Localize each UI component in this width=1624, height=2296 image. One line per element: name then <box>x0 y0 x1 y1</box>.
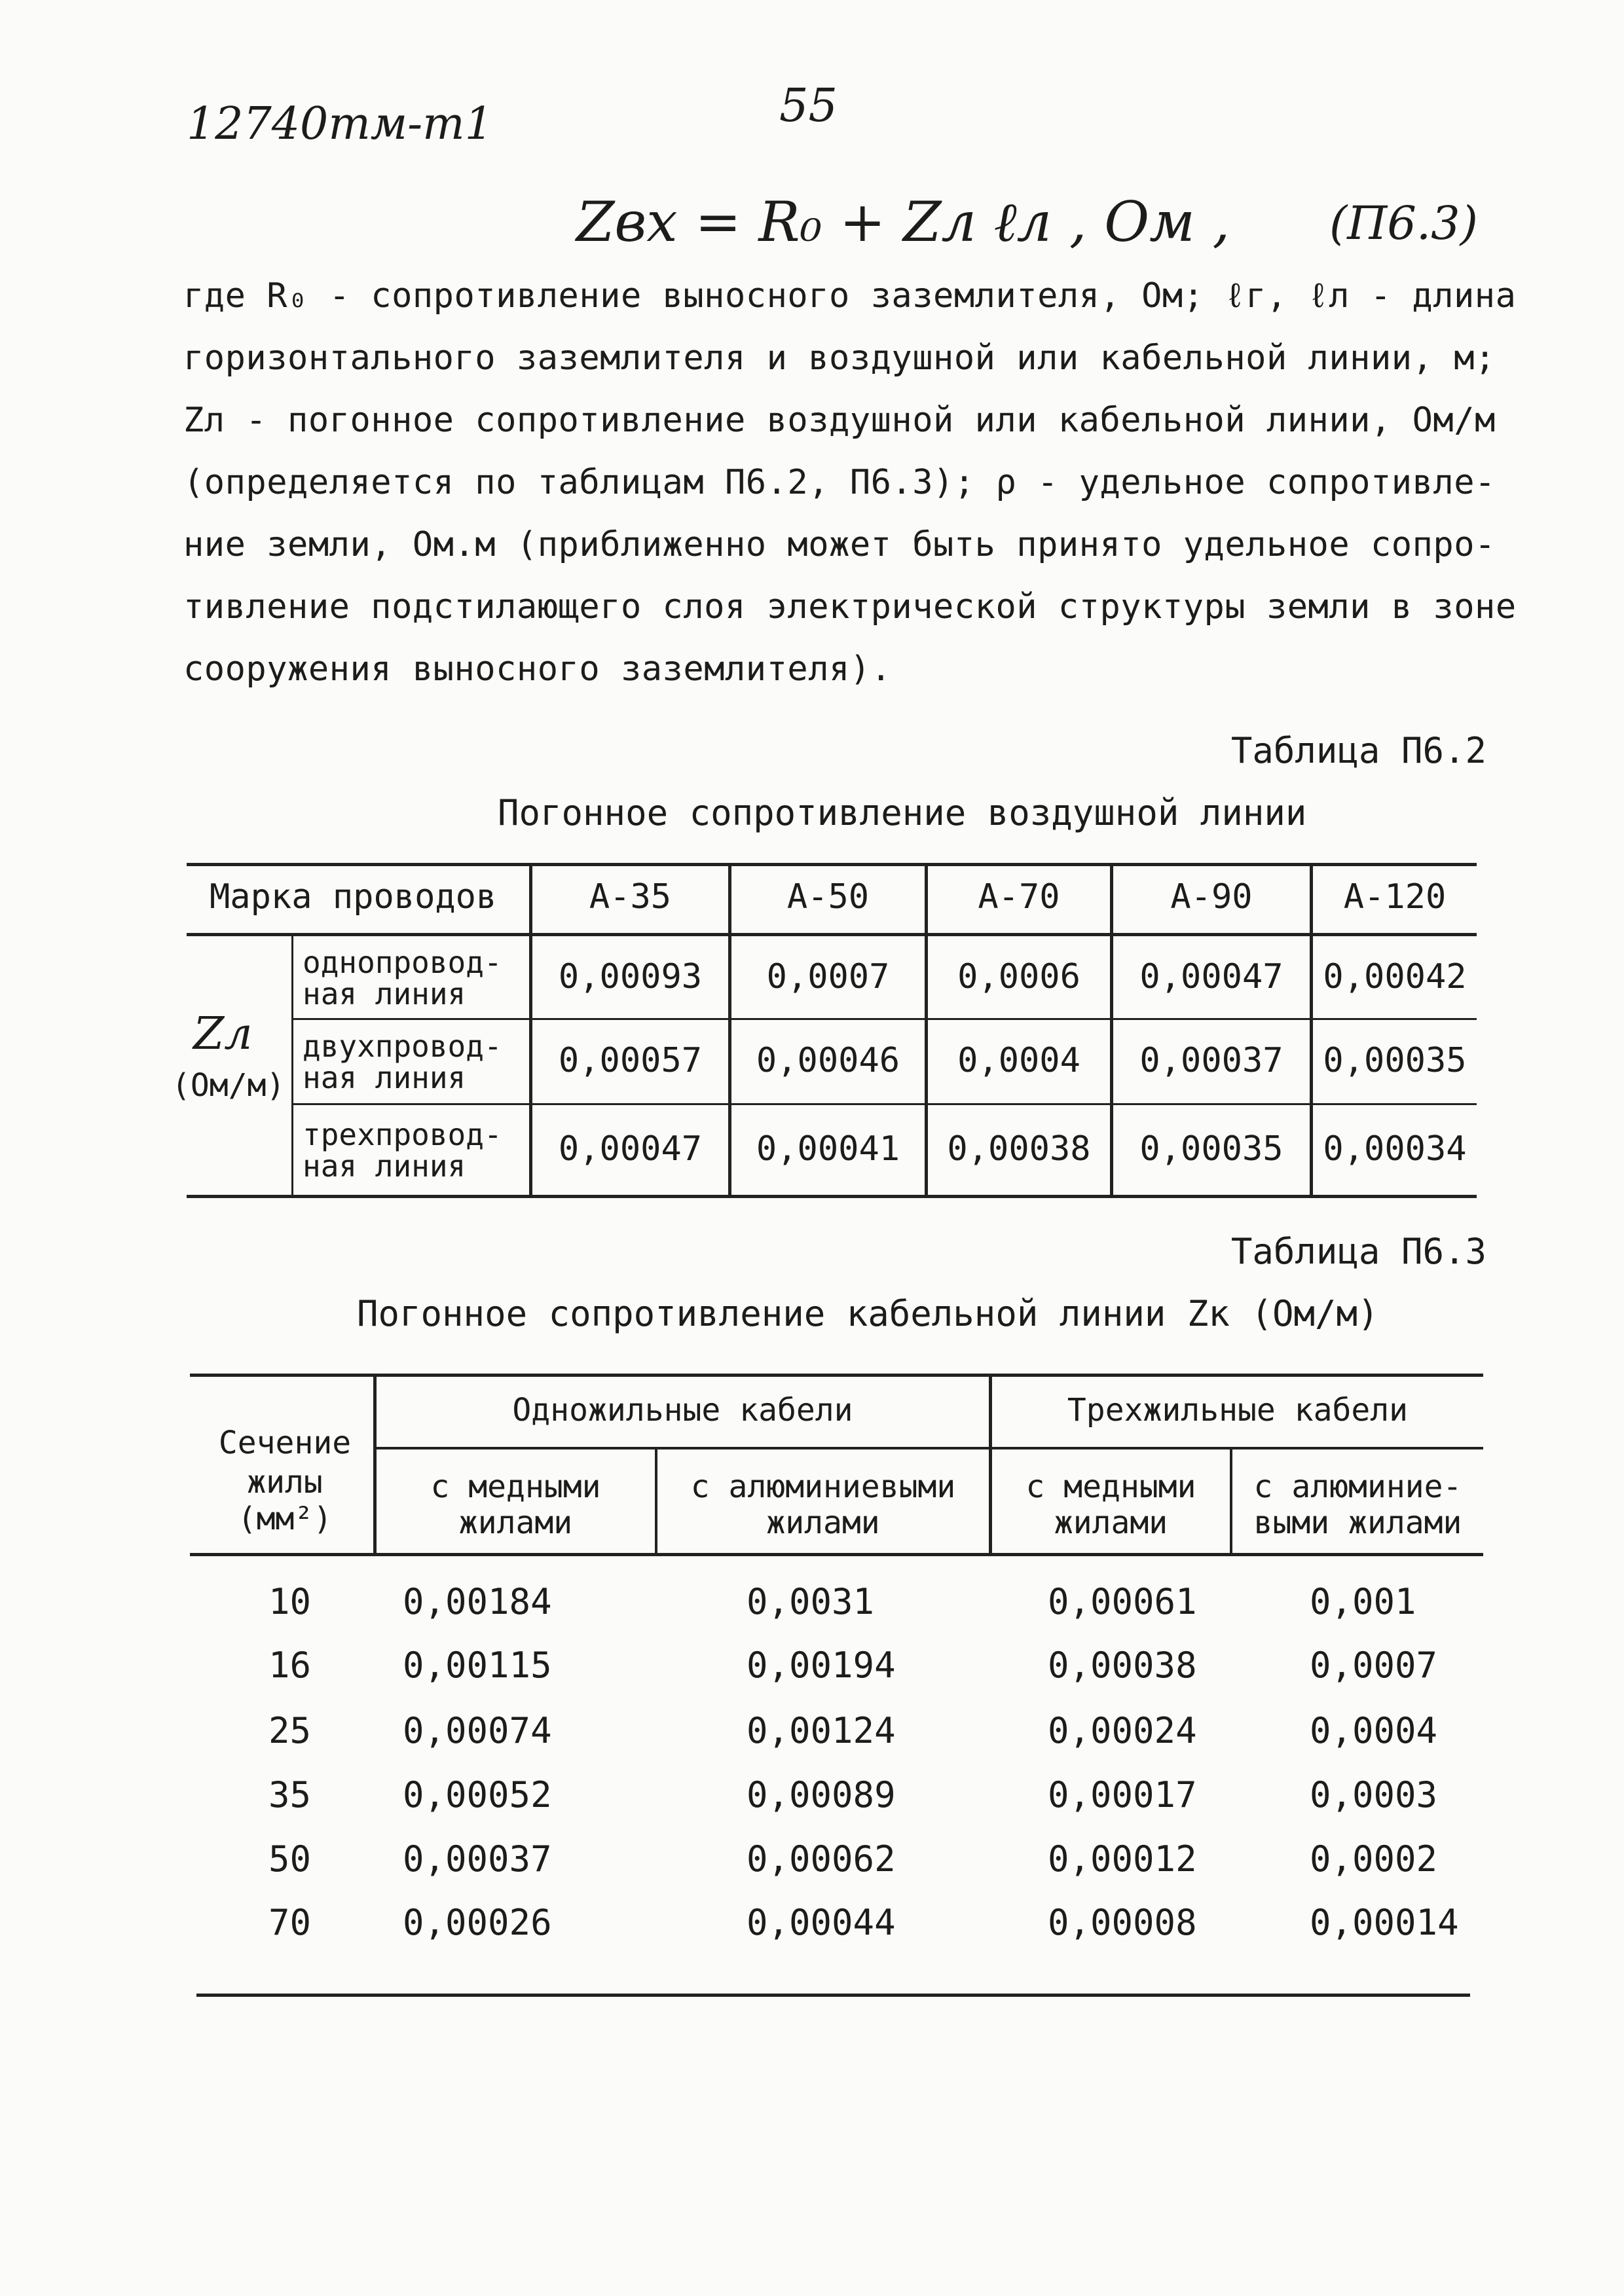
table2-cell: 0,00035 <box>1323 1041 1467 1080</box>
table2-cell: 0,00037 <box>1139 1041 1283 1080</box>
paragraph-line: Zл - погонное сопротивление воздушной или кабельной линии, Ом/м <box>183 401 1496 440</box>
table3-section-header: жилы <box>247 1464 323 1501</box>
paragraph-line: сооружения выносного заземлителя). <box>183 649 892 689</box>
table3-title: Погонное сопротивление кабельной линии Zк (Ом/м) <box>357 1293 1379 1334</box>
table3-section: 70 <box>268 1902 312 1943</box>
table3-cell: 0,00026 <box>403 1902 552 1943</box>
table2-cell: 0,00041 <box>756 1129 900 1169</box>
table3-rule-top <box>190 1374 1483 1377</box>
table2-row-label: ная линия <box>303 1148 466 1184</box>
formula-number: (П6.3) <box>1329 196 1478 250</box>
table3-section: 25 <box>268 1710 312 1751</box>
table3-cell: 0,00017 <box>1048 1774 1197 1815</box>
paragraph-line: горизонтального заземлителя и воздушной или кабельной линии, м; <box>183 338 1496 378</box>
table3-cell: 0,00184 <box>403 1581 552 1622</box>
table3-cell: 0,0002 <box>1310 1838 1438 1880</box>
table3-rule-header <box>190 1553 1483 1556</box>
table2-col-header: А-50 <box>786 877 870 917</box>
table3-cell: 0,00014 <box>1310 1902 1459 1943</box>
table3-sub-header: выми жилами <box>1253 1504 1462 1541</box>
table3-section-header: Сечение <box>218 1425 352 1461</box>
table3-sub-header: жилами <box>1054 1504 1168 1541</box>
table3-cell: 0,0004 <box>1310 1710 1438 1751</box>
paragraph-line: тивление подстилающего слоя электрической структуры земли в зоне <box>183 587 1517 627</box>
table3-cell: 0,00061 <box>1048 1581 1197 1622</box>
table2-cell: 0,00093 <box>558 957 703 996</box>
table3-cell: 0,00115 <box>403 1645 552 1686</box>
table3-section: 35 <box>268 1774 312 1815</box>
table2-cell: 0,00038 <box>947 1129 1091 1169</box>
table3-section-header: (мм²) <box>237 1501 333 1537</box>
table2-col-header: А-35 <box>589 877 672 917</box>
table2-row-label: ная линия <box>303 976 466 1011</box>
table2-rule-header <box>187 933 1477 936</box>
table2-col-header: А-90 <box>1170 877 1253 917</box>
table3-sub-header: с медными <box>1025 1468 1196 1505</box>
table2-vrule <box>291 936 293 1195</box>
table3-cell: 0,0007 <box>1310 1645 1438 1686</box>
table3-cell: 0,00089 <box>747 1774 896 1815</box>
table3-section: 50 <box>268 1838 312 1880</box>
table3-cell: 0,00008 <box>1048 1902 1197 1943</box>
table3-cell: 0,00012 <box>1048 1838 1197 1880</box>
page-number: 55 <box>779 79 838 132</box>
table3-sub-header: жилами <box>766 1504 880 1541</box>
table3-cell: 0,00024 <box>1048 1710 1197 1751</box>
table2-cell: 0,00047 <box>558 1129 703 1169</box>
table3-cell: 0,00124 <box>747 1710 896 1751</box>
table3-cell: 0,0031 <box>747 1581 875 1622</box>
table3-sub-header: с алюминие- <box>1253 1468 1462 1505</box>
table2-row-label: двухпровод- <box>303 1029 502 1064</box>
table3-section: 16 <box>268 1645 312 1686</box>
table3-group-header: Трехжильные кабели <box>1067 1392 1409 1429</box>
table2-group-unit: (Ом/м) <box>172 1067 286 1104</box>
table2-cell: 0,00046 <box>756 1041 900 1080</box>
table2-rule-top <box>187 863 1477 866</box>
table2-rule-row <box>291 1103 1477 1105</box>
table3-cell: 0,00037 <box>403 1838 552 1880</box>
table2-cell: 0,00035 <box>1139 1129 1283 1169</box>
table2-col-header: А-120 <box>1343 877 1447 917</box>
table3-rule-bottom <box>196 1994 1470 1997</box>
table3-cell: 0,00074 <box>403 1710 552 1751</box>
table2-cell: 0,00042 <box>1323 957 1467 996</box>
table2-cell: 0,00057 <box>558 1041 703 1080</box>
table3-cell: 0,00052 <box>403 1774 552 1815</box>
table3-cell: 0,00044 <box>747 1902 896 1943</box>
table2-row-label: ная линия <box>303 1060 466 1095</box>
table3-rule-group <box>377 1447 1483 1449</box>
table2-rule-row <box>291 1018 1477 1020</box>
table2-cell: 0,0006 <box>957 957 1080 996</box>
table3-group-header: Одножильные кабели <box>512 1392 853 1429</box>
table2-rule-bottom <box>187 1195 1477 1198</box>
table2-cell: 0,0004 <box>957 1041 1080 1080</box>
document-id: 12740тм-т1 <box>187 98 493 150</box>
table3-cell: 0,00062 <box>747 1838 896 1880</box>
paragraph-line: ние земли, Ом.м (приближенно может быть принято удельное сопро- <box>183 525 1496 564</box>
table3-sub-header: жилами <box>458 1504 573 1541</box>
table3-sub-header: с медными <box>430 1468 601 1505</box>
explanation-paragraph <box>183 265 1517 701</box>
table3-sub-header: с алюминиевыми <box>690 1468 956 1505</box>
paragraph-line: где R₀ - сопротивление выносного заземлителя, Ом; ℓг, ℓл - длина <box>183 276 1517 316</box>
table2-cell: 0,0007 <box>766 957 890 996</box>
table3-cell: 0,00038 <box>1048 1645 1197 1686</box>
table2-title: Погонное сопротивление воздушной линии <box>498 792 1307 833</box>
table2-col-header: А-70 <box>978 877 1060 917</box>
table3-label: Таблица П6.3 <box>1230 1231 1486 1272</box>
table2-label: Таблица П6.2 <box>1230 730 1486 771</box>
formula: Zвх = R₀ + Zл ℓл , Ом , <box>576 190 1230 254</box>
table2-header-label: Марка проводов <box>210 877 497 917</box>
paragraph-line: (определяется по таблицам П6.2, П6.3); ρ - удельное сопротивле- <box>183 463 1496 502</box>
table3-cell: 0,00194 <box>747 1645 896 1686</box>
table2-row-label: трехпровод- <box>303 1117 502 1152</box>
table2-cell: 0,00047 <box>1139 957 1283 996</box>
table2-group-symbol: Zл <box>193 1008 253 1060</box>
table2-row-label: однопровод- <box>303 945 502 980</box>
table3-cell: 0,001 <box>1310 1581 1416 1622</box>
table3-cell: 0,0003 <box>1310 1774 1438 1815</box>
table2-cell: 0,00034 <box>1323 1129 1467 1169</box>
table3-section: 10 <box>268 1581 312 1622</box>
